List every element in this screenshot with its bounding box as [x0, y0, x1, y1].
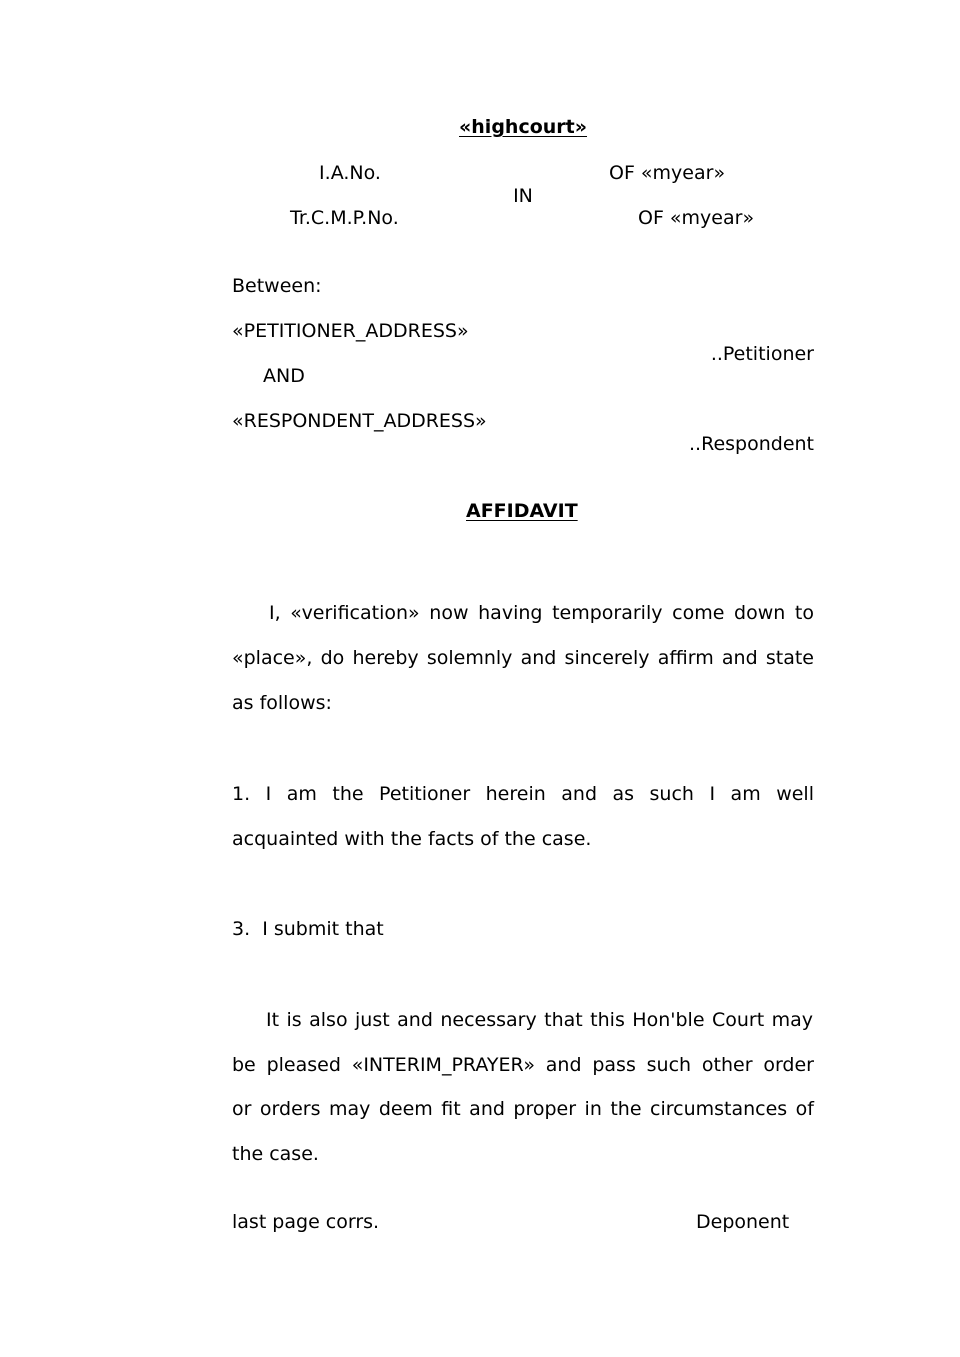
- trcmp-number-label: Tr.C.M.P.No.: [290, 207, 399, 229]
- in-label: IN: [513, 185, 533, 207]
- intro-line-2: «place», do hereby solemnly and sincerely affirm and state: [232, 647, 814, 669]
- between-label: Between:: [232, 275, 322, 297]
- ia-year: OF «myear»: [609, 162, 726, 184]
- ia-number-label: I.A.No.: [319, 162, 381, 184]
- last-page-note: last page corrs.: [232, 1211, 380, 1233]
- respondent-address: «RESPONDENT_ADDRESS»: [232, 410, 487, 432]
- petitioner-role: ..Petitioner: [710, 343, 814, 365]
- para1-line-1: 1. I am the Petitioner herein and as such I am well: [232, 783, 814, 805]
- trcmp-year: OF «myear»: [638, 207, 755, 229]
- petitioner-address: «PETITIONER_ADDRESS»: [232, 320, 469, 342]
- respondent-role: ..Respondent: [689, 433, 814, 455]
- para3-line-1: 3. I submit that: [232, 918, 384, 940]
- deponent-label: Deponent: [696, 1211, 790, 1233]
- prayer-line-4: the case.: [232, 1143, 319, 1165]
- prayer-line-1: It is also just and necessary that this Hon'ble Court may: [266, 1009, 813, 1031]
- prayer-line-3: or orders may deem fit and proper in the circumstances of: [232, 1098, 814, 1120]
- intro-line-3: as follows:: [232, 692, 332, 714]
- intro-line-1: I, «verification» now having temporarily come down to: [269, 602, 814, 624]
- and-label: AND: [263, 365, 305, 387]
- para1-line-2: acquainted with the facts of the case.: [232, 828, 592, 850]
- document-title: AFFIDAVIT: [466, 500, 578, 522]
- prayer-line-2: be pleased «INTERIM_PRAYER» and pass such other order: [232, 1054, 814, 1076]
- court-name: «highcourt»: [459, 116, 588, 138]
